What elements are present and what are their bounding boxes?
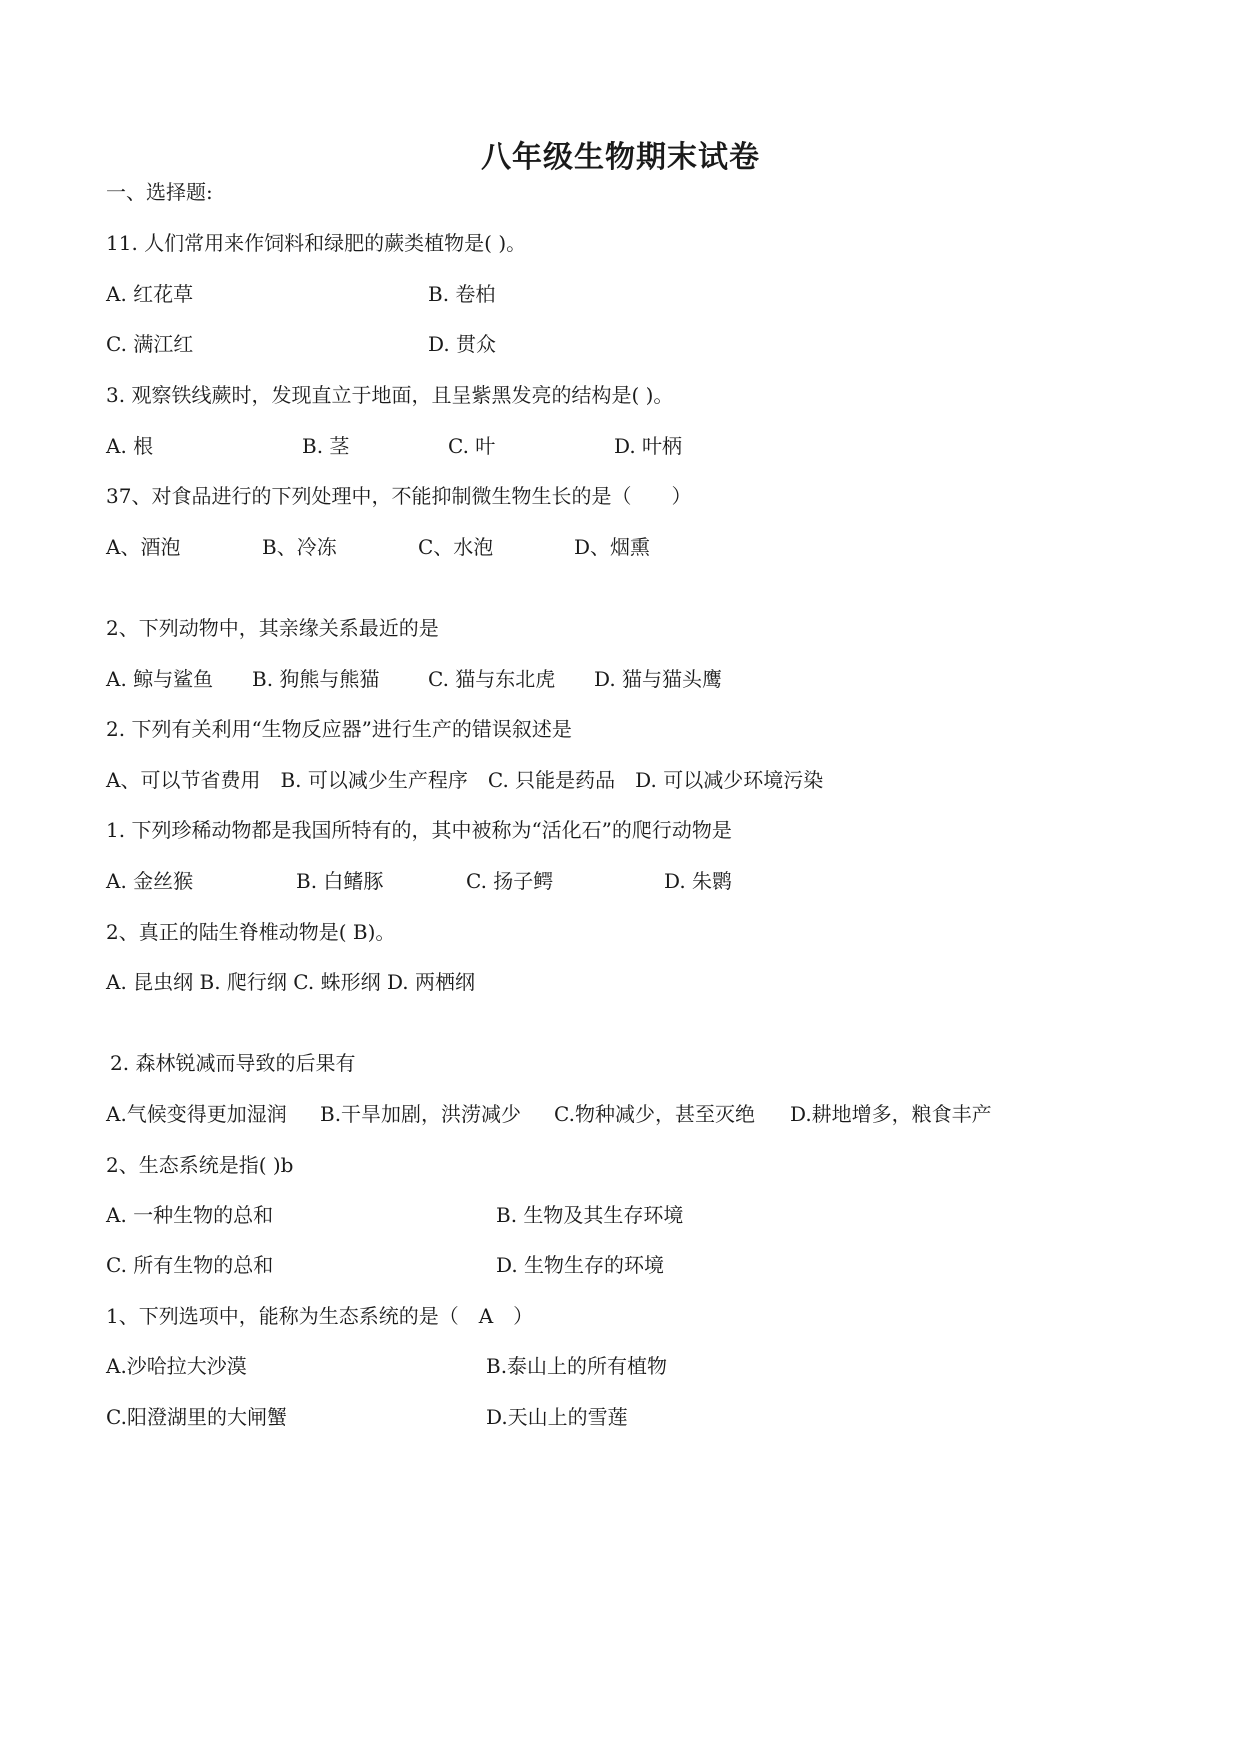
option-d: D. 猫与猫头鹰	[594, 667, 723, 691]
option-d: D. 叶柄	[614, 434, 683, 458]
option-b: B.干旱加剧，洪涝减少	[320, 1102, 522, 1126]
options-line: A、可以节省费用 B. 可以减少生产程序 C. 只能是药品 D. 可以减少环境污染	[106, 768, 824, 792]
option-c: C. 扬子鳄	[466, 869, 554, 893]
option-a: A. 鲸与鲨鱼	[106, 667, 214, 691]
question-stem: 2. 森林锐减而导致的后果有	[110, 1051, 356, 1075]
option-d: D.天山上的雪莲	[486, 1405, 628, 1429]
option-a: A、酒泡	[106, 535, 181, 559]
option-a: A.气候变得更加湿润	[106, 1102, 287, 1126]
option-c: C. 所有生物的总和	[106, 1253, 274, 1277]
option-d: D. 贯众	[428, 332, 497, 356]
option-b: B. 生物及其生存环境	[496, 1203, 684, 1227]
question-stem: 3. 观察铁线蕨时，发现直立于地面，且呈紫黑发亮的结构是( )。	[106, 383, 674, 407]
option-c: C、水泡	[418, 535, 494, 559]
question-stem: 2. 下列有关利用“生物反应器”进行生产的错误叙述是	[106, 717, 572, 741]
section-heading: 一、选择题:	[106, 180, 213, 204]
option-a: A. 金丝猴	[106, 869, 194, 893]
option-b: B. 白鳍豚	[296, 869, 384, 893]
question-stem: 2、真正的陆生脊椎动物是( B)。	[106, 920, 396, 944]
question-stem: 2、生态系统是指( )b	[106, 1153, 294, 1177]
option-b: B. 狗熊与熊猫	[252, 667, 380, 691]
option-d: D.耕地增多，粮食丰产	[790, 1102, 992, 1126]
option-a: A. 红花草	[106, 282, 194, 306]
option-c: C. 猫与东北虎	[428, 667, 556, 691]
option-b: B. 卷柏	[428, 282, 496, 306]
option-d: D、烟熏	[574, 535, 651, 559]
option-b: B.泰山上的所有植物	[486, 1354, 668, 1378]
page-title: 八年级生物期末试卷	[481, 140, 760, 175]
option-a: A.沙哈拉大沙漠	[106, 1354, 247, 1378]
option-c: C. 叶	[448, 434, 496, 458]
option-c: C.物种减少，甚至灭绝	[554, 1102, 755, 1126]
option-b: B. 茎	[302, 434, 350, 458]
question-stem: 11. 人们常用来作饲料和绿肥的蕨类植物是( )。	[106, 231, 527, 255]
options-line: A. 昆虫纲 B. 爬行纲 C. 蛛形纲 D. 两栖纲	[106, 970, 475, 994]
question-stem: 2、下列动物中，其亲缘关系最近的是	[106, 616, 439, 640]
option-a: A. 一种生物的总和	[106, 1203, 274, 1227]
option-b: B、冷冻	[262, 535, 337, 559]
question-stem: 37、对食品进行的下列处理中，不能抑制微生物生长的是（ ）	[106, 484, 692, 508]
option-d: D. 生物生存的环境	[496, 1253, 665, 1277]
question-stem: 1、下列选项中，能称为生态系统的是（ A ）	[106, 1304, 534, 1328]
option-c: C.阳澄湖里的大闸蟹	[106, 1405, 287, 1429]
question-stem: 1. 下列珍稀动物都是我国所特有的，其中被称为“活化石”的爬行动物是	[106, 818, 732, 842]
option-a: A. 根	[106, 434, 154, 458]
option-c: C. 满江红	[106, 332, 194, 356]
option-d: D. 朱鹮	[664, 869, 733, 893]
